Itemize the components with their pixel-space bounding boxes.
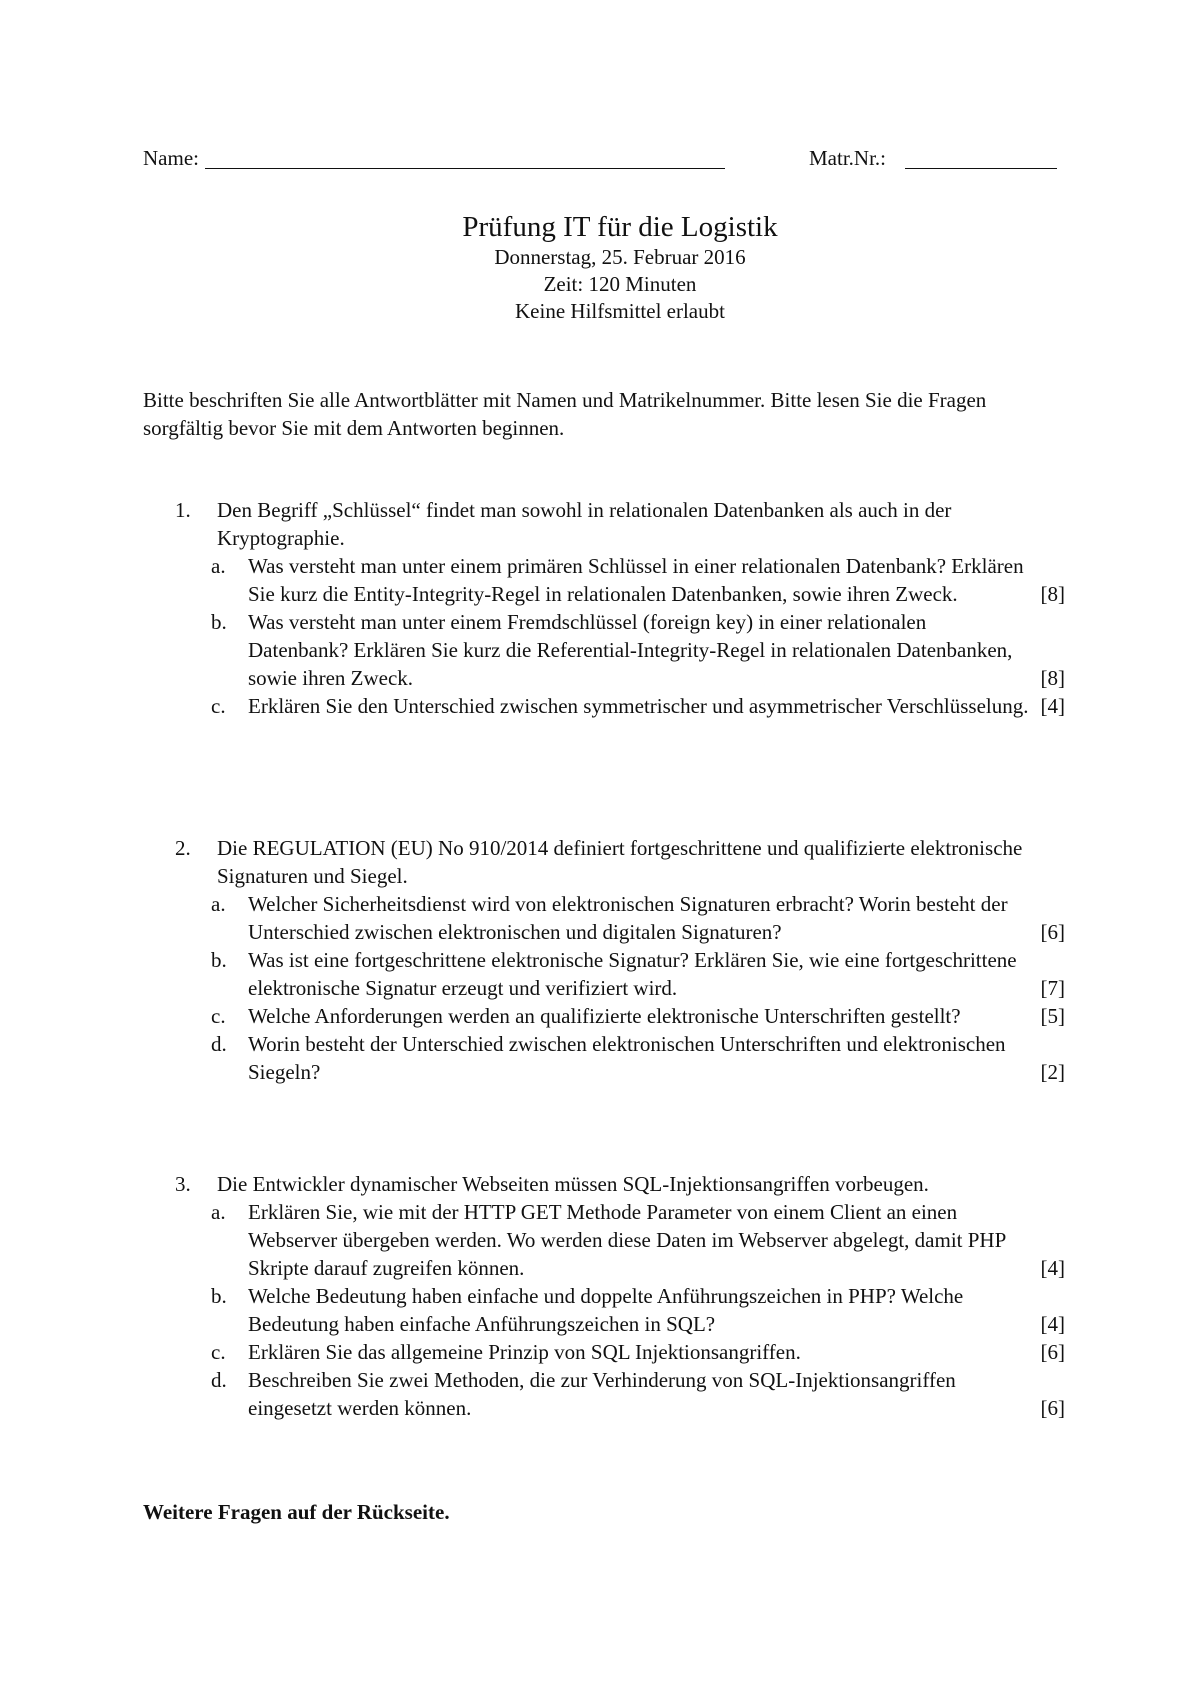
points: [4] bbox=[1040, 1312, 1065, 1336]
sub-question bbox=[211, 890, 1065, 946]
sub-question bbox=[211, 552, 1065, 608]
sub-question-label: c. bbox=[211, 1340, 226, 1364]
points: [2] bbox=[1040, 1060, 1065, 1084]
matr-blank-line bbox=[905, 168, 1057, 169]
sub-question-label: b. bbox=[211, 610, 227, 634]
sub-question-label: a. bbox=[211, 892, 226, 916]
question-number: 3. bbox=[175, 1172, 191, 1196]
points: [4] bbox=[1040, 1256, 1065, 1280]
name-label: Name: bbox=[143, 146, 199, 170]
sub-question-label: d. bbox=[211, 1032, 227, 1056]
sub-question-text: Erklären Sie, wie mit der HTTP GET Methode Parameter von einem Client an einen Webserver übergeben werden. Wo werden diese Daten im Webserver abgelegt, damit PHP Skripte darauf zugreifen können. bbox=[248, 1200, 1006, 1280]
sub-question bbox=[211, 1002, 1065, 1030]
points: [8] bbox=[1040, 582, 1065, 606]
sub-question bbox=[211, 608, 1065, 692]
exam-title-block bbox=[0, 210, 1200, 325]
question-3 bbox=[175, 1170, 1065, 1422]
sub-question-text: Erklären Sie den Unterschied zwischen symmetrischer und asymmetrischer Verschlüsselung. bbox=[248, 694, 1029, 718]
points: [6] bbox=[1040, 1396, 1065, 1420]
instructions: Bitte beschriften Sie alle Antwortblätter mit Namen und Matrikelnummer. Bitte lesen Sie die Fragen sorgfältig bevor Sie mit dem Antworten beginnen. bbox=[143, 388, 987, 440]
exam-aids: Keine Hilfsmittel erlaubt bbox=[515, 299, 725, 323]
question-text: Die REGULATION (EU) No 910/2014 definiert fortgeschrittene und qualifizierte elektronische Signaturen und Siegel. bbox=[217, 836, 1023, 888]
sub-question bbox=[211, 1282, 1065, 1338]
sub-question bbox=[211, 1338, 1065, 1366]
sub-question-text: Worin besteht der Unterschied zwischen elektronischen Unterschriften und elektronischen Siegeln? bbox=[248, 1032, 1006, 1084]
sub-question-label: d. bbox=[211, 1368, 227, 1392]
question-2 bbox=[175, 834, 1065, 1086]
points: [6] bbox=[1040, 920, 1065, 944]
sub-question-label: b. bbox=[211, 1284, 227, 1308]
sub-question-text: Was versteht man unter einem Fremdschlüssel (foreign key) in einer relationalen Datenbank? Erklären Sie kurz die Referential-Integrity-Regel in relationalen Datenbanken, sowie ihren Zweck. bbox=[248, 610, 1013, 690]
sub-question-text: Welcher Sicherheitsdienst wird von elektronischen Signaturen erbracht? Worin besteht der Unterschied zwischen elektronischen und digitalen Signaturen? bbox=[248, 892, 1008, 944]
points: [8] bbox=[1040, 666, 1065, 690]
points: [7] bbox=[1040, 976, 1065, 1000]
points: [6] bbox=[1040, 1340, 1065, 1364]
exam-time: Zeit: 120 Minuten bbox=[543, 272, 697, 296]
sub-question-label: a. bbox=[211, 554, 226, 578]
question-1 bbox=[175, 496, 1065, 720]
sub-question-text: Welche Bedeutung haben einfache und doppelte Anführungszeichen in PHP? Welche Bedeutung haben einfache Anführungszeichen in SQL? bbox=[248, 1284, 964, 1336]
sub-question-label: a. bbox=[211, 1200, 226, 1224]
sub-question-label: c. bbox=[211, 694, 226, 718]
name-blank-line bbox=[205, 168, 725, 169]
student-header bbox=[143, 146, 1063, 174]
question-number: 1. bbox=[175, 498, 191, 522]
matr-label: Matr.Nr.: bbox=[809, 146, 886, 170]
sub-question-label: c. bbox=[211, 1004, 226, 1028]
sub-question-text: Was versteht man unter einem primären Schlüssel in einer relationalen Datenbank? Erklären Sie kurz die Entity-Integrity-Regel in relationalen Datenbanken, sowie ihren Zweck. bbox=[248, 554, 1024, 606]
footer-note: Weitere Fragen auf der Rückseite. bbox=[143, 1500, 450, 1524]
sub-question bbox=[211, 946, 1065, 1002]
sub-question bbox=[211, 692, 1065, 720]
question-text: Den Begriff „Schlüssel“ findet man sowohl in relationalen Datenbanken als auch in der Kryptographie. bbox=[217, 498, 952, 550]
question-text: Die Entwickler dynamischer Webseiten müssen SQL-Injektionsangriffen vorbeugen. bbox=[217, 1172, 929, 1196]
exam-title: Prüfung IT für die Logistik bbox=[462, 211, 778, 243]
sub-question-text: Was ist eine fortgeschrittene elektronische Signatur? Erklären Sie, wie eine fortgeschrittene elektronische Signatur erzeugt und verifiziert wird. bbox=[248, 948, 1017, 1000]
sub-question-text: Welche Anforderungen werden an qualifizierte elektronische Unterschriften gestellt? bbox=[248, 1004, 961, 1028]
sub-question bbox=[211, 1366, 1065, 1422]
sub-question-label: b. bbox=[211, 948, 227, 972]
sub-question-text: Erklären Sie das allgemeine Prinzip von SQL Injektionsangriffen. bbox=[248, 1340, 801, 1364]
sub-question bbox=[211, 1030, 1065, 1086]
question-number: 2. bbox=[175, 836, 191, 860]
points: [4] bbox=[1040, 694, 1065, 718]
sub-question-text: Beschreiben Sie zwei Methoden, die zur Verhinderung von SQL-Injektionsangriffen eingesetzt werden können. bbox=[248, 1368, 956, 1420]
points: [5] bbox=[1040, 1004, 1065, 1028]
exam-date: Donnerstag, 25. Februar 2016 bbox=[494, 245, 746, 269]
sub-question bbox=[211, 1198, 1065, 1282]
